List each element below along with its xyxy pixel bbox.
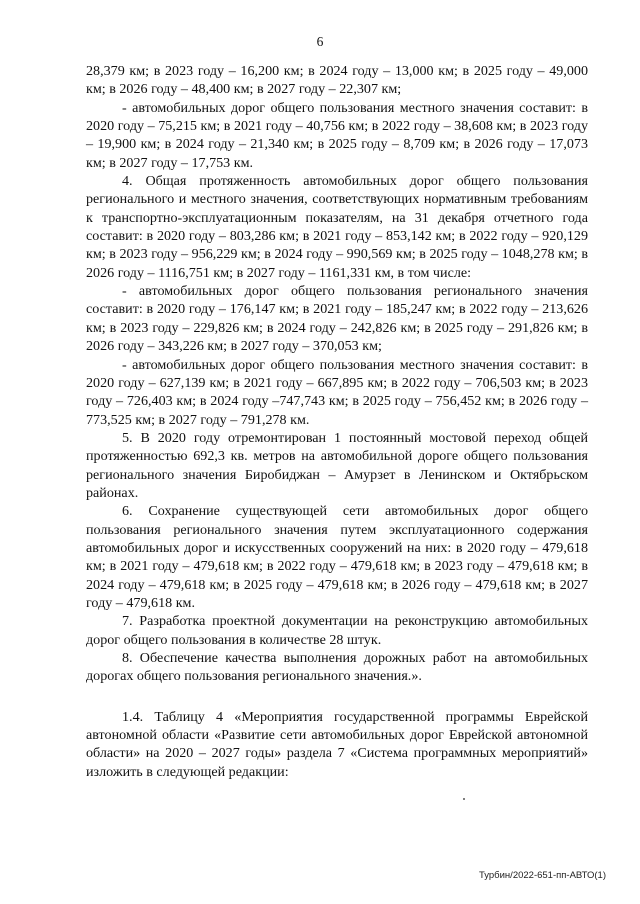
scan-speck bbox=[463, 798, 465, 800]
paragraph-local-roads-3: - автомобильных дорог общего пользования местного значения составит: в 2020 году – 75,215 км; в 2021 году – 40,756 км; в 2022 году – 38,608 км; в 2023 году – 19,900 км; в 2024 году – 21,340 км; в 2025 году – 8,709 км; в 2026 году – 17,073 км; в 2027 году – 17,753 км. bbox=[86, 99, 588, 171]
paragraph-continuation: 28,379 км; в 2023 году – 16,200 км; в 2024 году – 13,000 км; в 2025 году – 49,000 км; в 2026 году – 48,400 км; в 2027 году – 22,307 км; bbox=[86, 63, 588, 98]
page-number: 6 bbox=[316, 34, 324, 49]
paragraph-1-4: 1.4. Таблицу 4 «Мероприятия государственной программы Еврейской автономной области «Развитие сети автомобильных дорог Еврейской автономной области» на 2020 – 2027 годы» раздела 7 «Система программных мероприятий» изложить в следующей редакции: bbox=[86, 708, 588, 780]
document-footer-code: Турбин/2022-651-пп-АВТО(1) bbox=[478, 870, 606, 881]
paragraph-item-4: 4. Общая протяженность автомобильных дорог общего пользования регионального и местного значения, соответствующих нормативным требованиям к транспортно-эксплуатационным показателям, на 31 декабря отчетного года составит: в 2020 году – 803,286 км; в 2021 году – 853,142 км; в 2022 году – 920,129 км; в 2023 году – 956,229 км; в 2024 году – 990,569 км; в 2025 году – 1048,278 км; в 2026 году – 1116,751 км; в 2027 году – 1161,331 км, в том числе: bbox=[86, 173, 588, 281]
paragraph-item-5: 5. В 2020 году отремонтирован 1 постоянный мостовой переход общей протяженностью 692,3 кв. метров на автомобильной дороге общего пользования регионального значения Биробиджан – Амурзет в Ленинском и Октябрьском районах. bbox=[86, 429, 588, 501]
paragraph-local-roads-4: - автомобильных дорог общего пользования местного значения составит: в 2020 году – 627,139 км; в 2021 году – 667,895 км; в 2022 году – 706,503 км; в 2023 году – 726,403 км; в 2024 году –747,743 км; в 2025 году – 756,452 км; в 2026 году – 773,525 км; в 2027 году – 791,278 км. bbox=[86, 356, 588, 428]
paragraph-item-6: 6. Сохранение существующей сети автомобильных дорог общего пользования регионального значения путем эксплуатационного содержания автомобильных дорог и искусственных сооружений на них: в 2020 году – 479,618 км; в 2021 году – 479,618 км; в 2022 году – 479,618 км; в 2023 году – 479,618 км; в 2024 году – 479,618 км; в 2025 году – 479,618 км; в 2026 году – 479,618 км; в 2027 году – 479,618 км. bbox=[86, 503, 588, 611]
paragraph-item-8: 8. Обеспечение качества выполнения дорожных работ на автомобильных дорогах общего пользования регионального значения.». bbox=[86, 650, 588, 685]
document-body bbox=[86, 62, 588, 781]
paragraph-regional-roads-4: - автомобильных дорог общего пользования регионального значения составит: в 2020 году – 176,147 км; в 2021 году – 185,247 км; в 2022 году – 213,626 км; в 2023 году – 229,826 км; в 2024 году – 242,826 км; в 2025 году – 291,826 км; в 2026 году – 343,226 км; в 2027 году – 370,053 км; bbox=[86, 283, 588, 355]
paragraph-item-7: 7. Разработка проектной документации на реконструкцию автомобильных дорог общего пользования в количестве 28 штук. bbox=[86, 613, 588, 648]
